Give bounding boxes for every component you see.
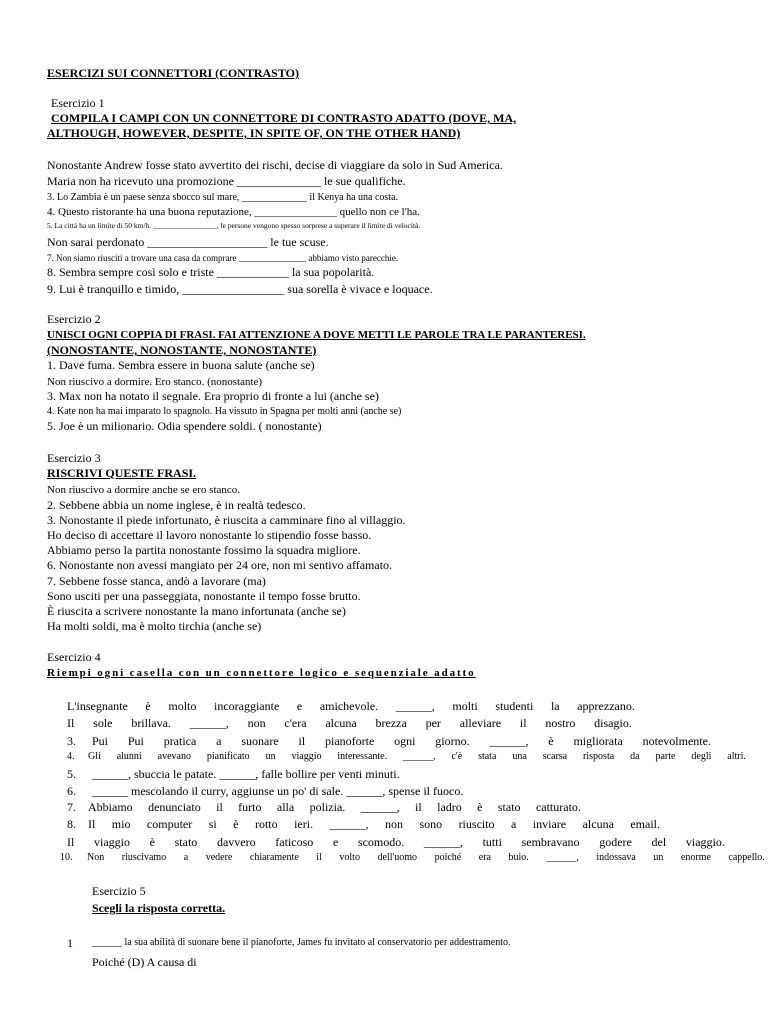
ex2-sentence: 4. Kate non ha mai imparato lo spagnolo. Ha vissuto in Spagna per molti anni (anche se) bbox=[47, 406, 402, 417]
ex4-item-number: 5. bbox=[67, 767, 76, 781]
ex4-word: Abbiamo bbox=[88, 800, 133, 814]
ex3-sentence: 3. Nonostante il piede infortunato, è riuscita a camminare fino al villaggio. bbox=[47, 513, 406, 527]
ex4-word: un bbox=[265, 751, 276, 762]
ex2-label: Esercizio 2 bbox=[47, 312, 101, 326]
ex4-item-number: 4. bbox=[67, 751, 75, 762]
ex4-word: e bbox=[296, 699, 303, 713]
ex4-word: stato bbox=[174, 835, 198, 849]
ex4-word: è bbox=[477, 800, 483, 814]
ex4-sentence bbox=[67, 836, 725, 850]
ex4-word: alcuna bbox=[325, 716, 357, 730]
ex4-word: stato bbox=[497, 800, 521, 814]
ex4-word: indossava bbox=[596, 852, 636, 863]
ex4-word: brillava. bbox=[131, 716, 171, 730]
ex4-word: L'insegnante bbox=[67, 699, 128, 713]
ex4-word: viaggio bbox=[94, 835, 130, 849]
ex4-word: il bbox=[519, 716, 527, 730]
ex4-word: da bbox=[630, 751, 640, 762]
ex4-sentence bbox=[92, 735, 711, 749]
ex3-label: Esercizio 3 bbox=[47, 451, 101, 465]
ex4-word: la bbox=[550, 699, 560, 713]
ex4-word: ______ mescolando il curry, aggiunse un po' di sale. ______, spense il fuoco. bbox=[92, 784, 464, 798]
ex5-question-text: ______ la sua abilità di suonare bene il pianoforte, James fu invitato al conservatorio per addestramento. bbox=[92, 937, 511, 948]
ex4-word: ______, bbox=[423, 835, 463, 849]
ex3-sentence: Sono usciti per una passeggiata, nonostante il tempo fosse brutto. bbox=[47, 589, 361, 603]
ex3-instructions: RISCRIVI QUESTE FRASI. bbox=[47, 466, 197, 480]
ex5-question-options: Poiché (D) A causa di bbox=[92, 955, 197, 969]
ex4-word: davvero bbox=[216, 835, 256, 849]
ex3-sentence: È riuscita a scrivere nonostante la mano infortunata (anche se) bbox=[47, 604, 346, 618]
ex4-word: a bbox=[216, 734, 222, 748]
ex4-sentence bbox=[88, 818, 660, 832]
ex4-word: nostro bbox=[545, 716, 576, 730]
ex4-word: Gli bbox=[88, 751, 101, 762]
ex2-sentence: Non riuscivo a dormire. Ero stanco. (nonostante) bbox=[47, 376, 263, 388]
ex4-word: viaggio bbox=[291, 751, 322, 762]
ex4-word: Il bbox=[88, 817, 96, 831]
ex3-sentence: 6. Nonostante non avessi mangiato per 24 ore, non mi sentivo affamato. bbox=[47, 558, 393, 572]
ex4-word: c'è bbox=[451, 751, 463, 762]
ex4-word: catturato. bbox=[535, 800, 581, 814]
ex4-word: pianoforte bbox=[324, 734, 375, 748]
ex4-word: è bbox=[548, 734, 554, 748]
ex4-word: ______, bbox=[189, 716, 229, 730]
ex4-item-number: 3. bbox=[67, 734, 76, 748]
ex4-word: faticoso bbox=[275, 835, 314, 849]
ex4-word: il bbox=[415, 800, 422, 814]
ex4-word: sembravano bbox=[521, 835, 580, 849]
ex4-word: è bbox=[233, 817, 239, 831]
ex4-word: una bbox=[512, 751, 527, 762]
ex4-word: cappello. bbox=[728, 852, 765, 863]
ex4-word: sole bbox=[93, 716, 113, 730]
ex4-word: polizia. bbox=[309, 800, 346, 814]
ex4-word: il bbox=[298, 734, 306, 748]
ex4-word: vedere bbox=[205, 852, 233, 863]
ex1-sentence: 5. La città ha un limite di 50 km/h. _________________, le persone vengono spesso sorprese a superare il limite di velocità. bbox=[47, 221, 421, 230]
ex4-word: mio bbox=[111, 817, 131, 831]
ex4-word: a bbox=[183, 852, 189, 863]
ex4-word: buio. bbox=[508, 852, 529, 863]
ex4-word: scomodo. bbox=[357, 835, 405, 849]
ex4-word: email. bbox=[630, 817, 660, 831]
ex4-word: incoraggiante bbox=[213, 699, 280, 713]
ex4-word: enorme bbox=[680, 852, 711, 863]
ex4-sentence bbox=[92, 768, 400, 782]
ex4-word: chiaramente bbox=[249, 852, 299, 863]
ex4-word: volto bbox=[339, 852, 360, 863]
ex4-item-number: 7. bbox=[67, 800, 76, 814]
ex4-word: amichevole. bbox=[319, 699, 379, 713]
ex4-word: suonare bbox=[241, 734, 279, 748]
ex4-word: apprezzano. bbox=[577, 699, 635, 713]
ex4-word: sono bbox=[419, 817, 443, 831]
ex4-word: viaggio. bbox=[685, 835, 725, 849]
ex4-sentence bbox=[92, 785, 463, 799]
ex4-word: il bbox=[316, 852, 322, 863]
ex4-word: Pui bbox=[92, 734, 109, 748]
ex2-sentence: 5. Joe è un milionario. Odia spendere soldi. ( nonostante) bbox=[47, 419, 322, 433]
ex4-word: per bbox=[425, 716, 441, 730]
ex1-sentence: Non sarai perdonato ____________________ le tue scuse. bbox=[47, 235, 329, 249]
ex4-word: si bbox=[208, 817, 217, 831]
ex4-word: non bbox=[384, 817, 403, 831]
ex1-sentence: Nonostante Andrew fosse stato avvertito dei rischi, decise di viaggiare da solo in Sud America. bbox=[47, 158, 503, 172]
ex4-word: pianificato bbox=[206, 751, 250, 762]
ex4-word: Pui bbox=[127, 734, 144, 748]
ex4-word: ______, bbox=[489, 734, 529, 748]
ex4-word: parte bbox=[655, 751, 676, 762]
ex3-sentence: Non riuscivo a dormire anche se ero stanco. bbox=[47, 484, 241, 496]
ex4-word: è bbox=[145, 699, 151, 713]
ex4-word: degli bbox=[691, 751, 712, 762]
ex4-word: molto bbox=[168, 699, 197, 713]
ex4-word: avevano bbox=[157, 751, 191, 762]
ex4-word: a bbox=[511, 817, 517, 831]
ex4-word: scarsa bbox=[542, 751, 568, 762]
ex4-word: studenti bbox=[495, 699, 534, 713]
ex4-word: alla bbox=[276, 800, 295, 814]
ex4-word: ogni bbox=[394, 734, 416, 748]
ex4-word: alleviare bbox=[459, 716, 502, 730]
ex1-sentence: Maria non ha ricevuto una promozione ______________ le sue qualifiche. bbox=[47, 174, 406, 188]
ex4-word: non bbox=[247, 716, 266, 730]
ex4-sentence bbox=[87, 852, 765, 864]
page-title: ESERCIZI SUI CONNETTORI (CONTRASTO) bbox=[47, 66, 299, 80]
ex2-instructions-line2: (NONOSTANTE, NONOSTANTE, NONOSTANTE) bbox=[47, 343, 317, 357]
ex4-word: e bbox=[332, 835, 339, 849]
ex2-sentence: 3. Max non ha notato il segnale. Era proprio di fronte a lui (anche se) bbox=[47, 389, 379, 403]
ex4-word: ______, bbox=[403, 751, 436, 762]
ex1-sentence: 7. Non siamo riusciti a trovare una casa da comprare _______________ abbiamo visto parecchie. bbox=[47, 253, 399, 263]
ex4-word: alcuna bbox=[582, 817, 614, 831]
ex4-item-number: 10. bbox=[60, 852, 73, 863]
ex4-word: il bbox=[216, 800, 223, 814]
ex4-word: ______, bbox=[395, 699, 435, 713]
ex4-word: interessante. bbox=[337, 751, 388, 762]
ex4-word: godere bbox=[599, 835, 632, 849]
ex4-word: molti bbox=[452, 699, 478, 713]
ex4-word: altri. bbox=[727, 751, 746, 762]
ex2-instructions-line1: UNISCI OGNI COPPIA DI FRASI. FAI ATTENZIONE A DOVE METTI LE PAROLE TRA LE PARANTERESI. bbox=[47, 329, 586, 341]
ex4-word: furto bbox=[238, 800, 262, 814]
ex4-word: migliorata bbox=[573, 734, 623, 748]
ex4-sentence bbox=[88, 801, 581, 815]
ex1-instructions-line1: COMPILA I CAMPI CON UN CONNETTORE DI CONTRASTO ADATTO (DOVE, MA, bbox=[51, 111, 517, 125]
ex4-instructions: Riempi ogni casella con un connettore logico e sequenziale adatto bbox=[47, 667, 476, 679]
ex2-sentence: 1. Dave fuma. Sembra essere in buona salute (anche se) bbox=[47, 358, 315, 372]
ex4-word: c'era bbox=[284, 716, 307, 730]
ex5-question-number: 1 bbox=[67, 936, 73, 950]
ex4-sentence bbox=[67, 717, 632, 731]
ex4-word: è bbox=[149, 835, 155, 849]
ex4-sentence bbox=[67, 700, 635, 714]
ex1-sentence: 4. Questo ristorante ha una buona reputazione, _______________ quello non ce l'ha. bbox=[47, 206, 420, 218]
ex4-word: ______, bbox=[546, 852, 579, 863]
ex4-word: un bbox=[653, 852, 664, 863]
ex4-word: ______, bbox=[329, 817, 369, 831]
ex4-word: ladro bbox=[437, 800, 462, 814]
ex4-word: risposta bbox=[583, 751, 615, 762]
ex5-label: Esercizio 5 bbox=[92, 884, 146, 898]
ex4-word: riuscivamo bbox=[121, 852, 167, 863]
ex4-word: alunni bbox=[116, 751, 142, 762]
ex4-word: brezza bbox=[375, 716, 407, 730]
ex1-instructions-line2: ALTHOUGH, HOWEVER, DESPITE, IN SPITE OF, ON THE OTHER HAND) bbox=[47, 126, 461, 140]
ex4-word: del bbox=[651, 835, 667, 849]
ex5-instructions: Scegli la risposta corretta. bbox=[92, 901, 226, 915]
ex4-word: ieri. bbox=[294, 817, 314, 831]
ex4-word: ______, sbuccia le patate. ______, falle bollire per venti minuti. bbox=[92, 767, 400, 781]
ex3-sentence: Ho deciso di accettare il lavoro nonostante lo stipendio fosse basso. bbox=[47, 528, 372, 542]
ex1-label: Esercizio 1 bbox=[51, 96, 105, 110]
ex3-sentence: Ha molti soldi, ma è molto tirchia (anche se) bbox=[47, 619, 262, 633]
ex3-sentence: Abbiamo perso la partita nonostante fossimo la squadra migliore. bbox=[47, 543, 361, 557]
ex4-word: Il bbox=[67, 716, 75, 730]
ex4-word: dell'uomo bbox=[377, 852, 418, 863]
ex4-word: tutti bbox=[482, 835, 502, 849]
ex4-word: era bbox=[478, 852, 491, 863]
ex4-word: giorno. bbox=[435, 734, 470, 748]
ex4-word: pratica bbox=[163, 734, 197, 748]
ex4-label: Esercizio 4 bbox=[47, 650, 101, 664]
ex4-word: riuscito bbox=[458, 817, 495, 831]
ex1-sentence: 3. Lo Zambia è un paese senza sbocco sul mare, _____________ il Kenya ha una costa. bbox=[47, 192, 399, 203]
ex4-word: rotto bbox=[254, 817, 278, 831]
ex4-item-number: 6. bbox=[67, 784, 76, 798]
ex4-sentence bbox=[88, 751, 746, 763]
ex4-word: notevolmente. bbox=[642, 734, 711, 748]
ex4-word: Il bbox=[67, 835, 75, 849]
ex4-word: Non bbox=[87, 852, 105, 863]
ex4-word: ______, bbox=[360, 800, 400, 814]
ex1-sentence: 9. Lui è tranquillo e timido, _________________ sua sorella è vivace e loquace. bbox=[47, 282, 433, 296]
ex4-word: denunciato bbox=[148, 800, 201, 814]
ex4-word: inviare bbox=[532, 817, 567, 831]
ex1-sentence: 8. Sembra sempre così solo e triste ____________ la sua popolarità. bbox=[47, 265, 375, 279]
ex4-word: poiché bbox=[434, 852, 462, 863]
ex3-sentence: 7. Sebbene fosse stanca, andò a lavorare (ma) bbox=[47, 574, 266, 588]
ex4-item-number: 8. bbox=[67, 817, 76, 831]
ex4-word: stata bbox=[478, 751, 497, 762]
ex4-word: disagio. bbox=[594, 716, 632, 730]
ex4-word: computer bbox=[146, 817, 193, 831]
ex3-sentence: 2. Sebbene abbia un nome inglese, è in realtà tedesco. bbox=[47, 498, 306, 512]
